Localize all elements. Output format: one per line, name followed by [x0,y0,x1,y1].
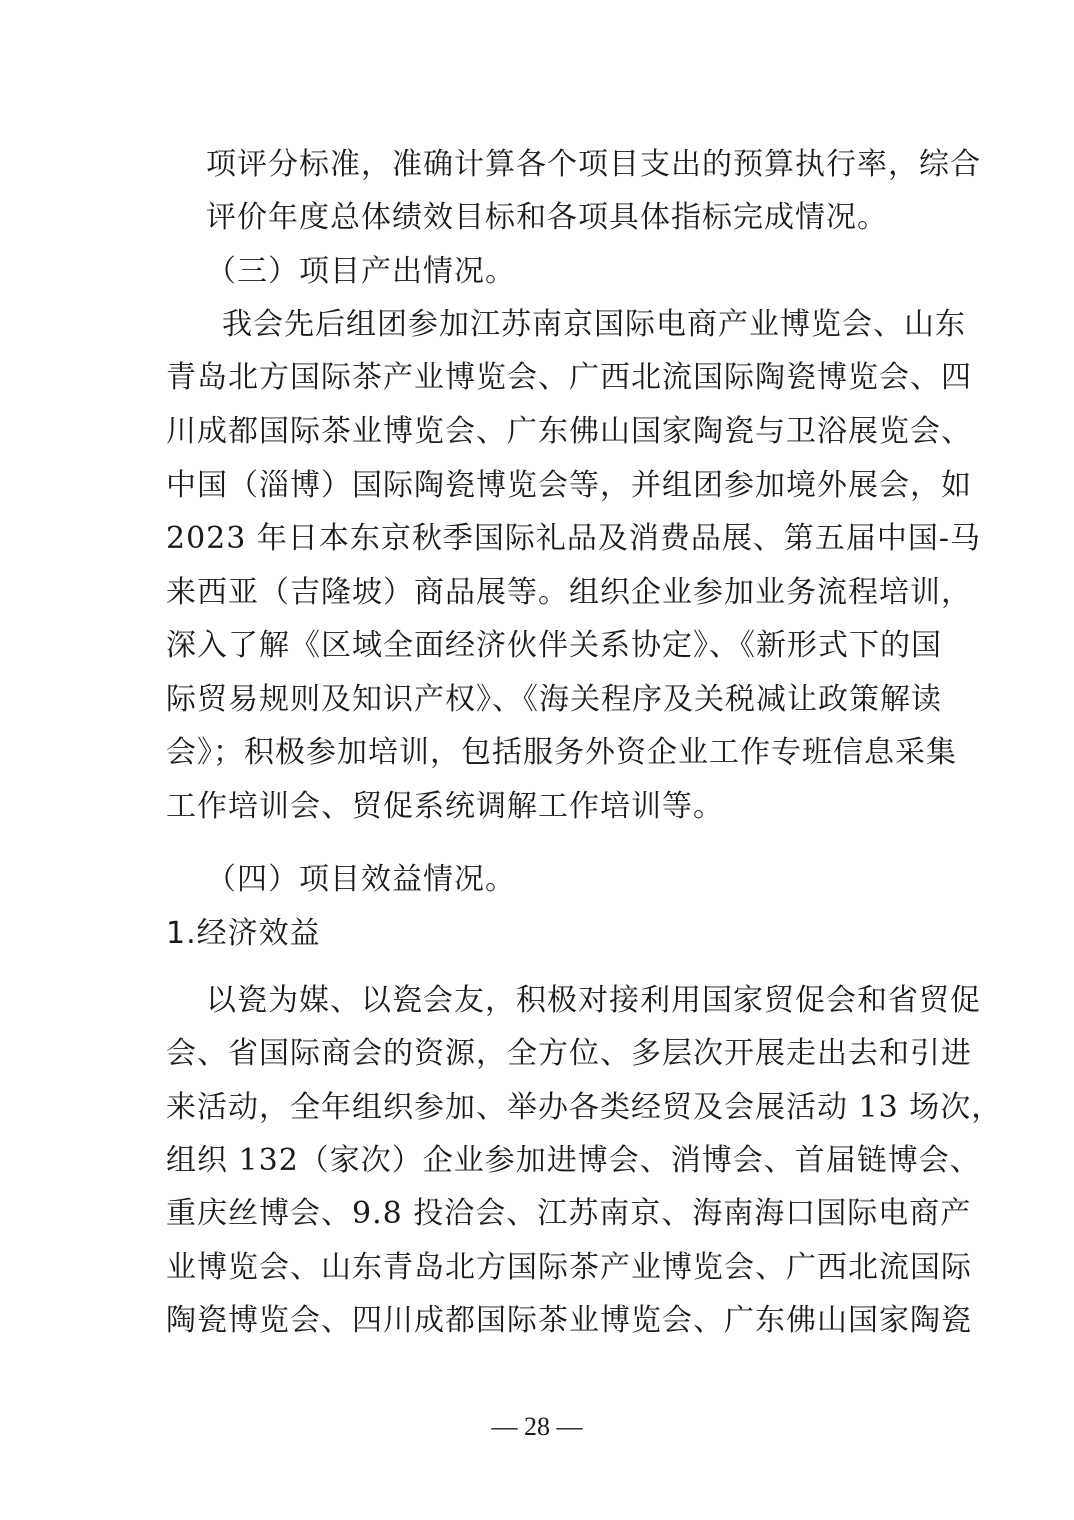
paragraph-line-17: 会、省国际商会的资源，全方位、多层次开展走出去和引进 [166,1036,972,1071]
paragraph-line-9: 来西亚（吉隆坡）商品展等。组织企业参加业务流程培训， [166,575,972,610]
paragraph-line-6: 川成都国际茶业博览会、广东佛山国家陶瓷与卫浴展览会、 [166,414,972,449]
paragraph-line-12: 会》；积极参加培训，包括服务外资企业工作专班信息采集 [166,735,957,770]
section-heading-four: （四）项目效益情况。 [206,862,516,897]
paragraph-line-22: 陶瓷博览会、四川成都国际茶业博览会、广东佛山国家陶瓷 [166,1303,972,1338]
paragraph-line-20: 重庆丝博会、9.8 投洽会、江苏南京、海南海口国际电商产 [166,1196,972,1231]
paragraph-line-16: 以瓷为媒、以瓷会友，积极对接利用国家贸促会和省贸促 [206,983,981,1018]
paragraph-line-10: 深入了解《区域全面经济伙伴关系协定》、《新形式下的国 [166,628,942,663]
paragraph-line-18: 来活动，全年组织参加、举办各类经贸及会展活动 13 场次， [166,1090,1003,1125]
section-heading-three: （三）项目产出情况。 [206,254,516,289]
paragraph-line-19: 组织 132（家次）企业参加进博会、消博会、首届链博会、 [166,1143,981,1178]
paragraph-line-7: 中国（淄博）国际陶瓷博览会等，并组团参加境外展会，如 [166,468,972,503]
paragraph-line-8: 2023 年日本东京秋季国际礼品及消费品展、第五届中国-马 [166,521,982,556]
subsection-heading-economic-benefit: 1.经济效益 [166,916,321,951]
paragraph-line-4: 我会先后组团参加江苏南京国际电商产业博览会、山东 [222,307,966,342]
paragraph-line-5: 青岛北方国际茶产业博览会、广西北流国际陶瓷博览会、四 [166,360,972,395]
paragraph-line-11: 际贸易规则及知识产权》、《海关程序及关税减让政策解读 [166,682,942,717]
page-number: — 28 — [491,1412,583,1441]
paragraph-line-21: 业博览会、山东青岛北方国际茶产业博览会、广西北流国际 [166,1250,972,1285]
paragraph-line-13: 工作培训会、贸促系统调解工作培训等。 [166,789,724,824]
paragraph-line-2: 评价年度总体绩效目标和各项具体指标完成情况。 [206,200,888,235]
paragraph-line-1: 项评分标准，准确计算各个项目支出的预算执行率，综合 [206,147,981,182]
